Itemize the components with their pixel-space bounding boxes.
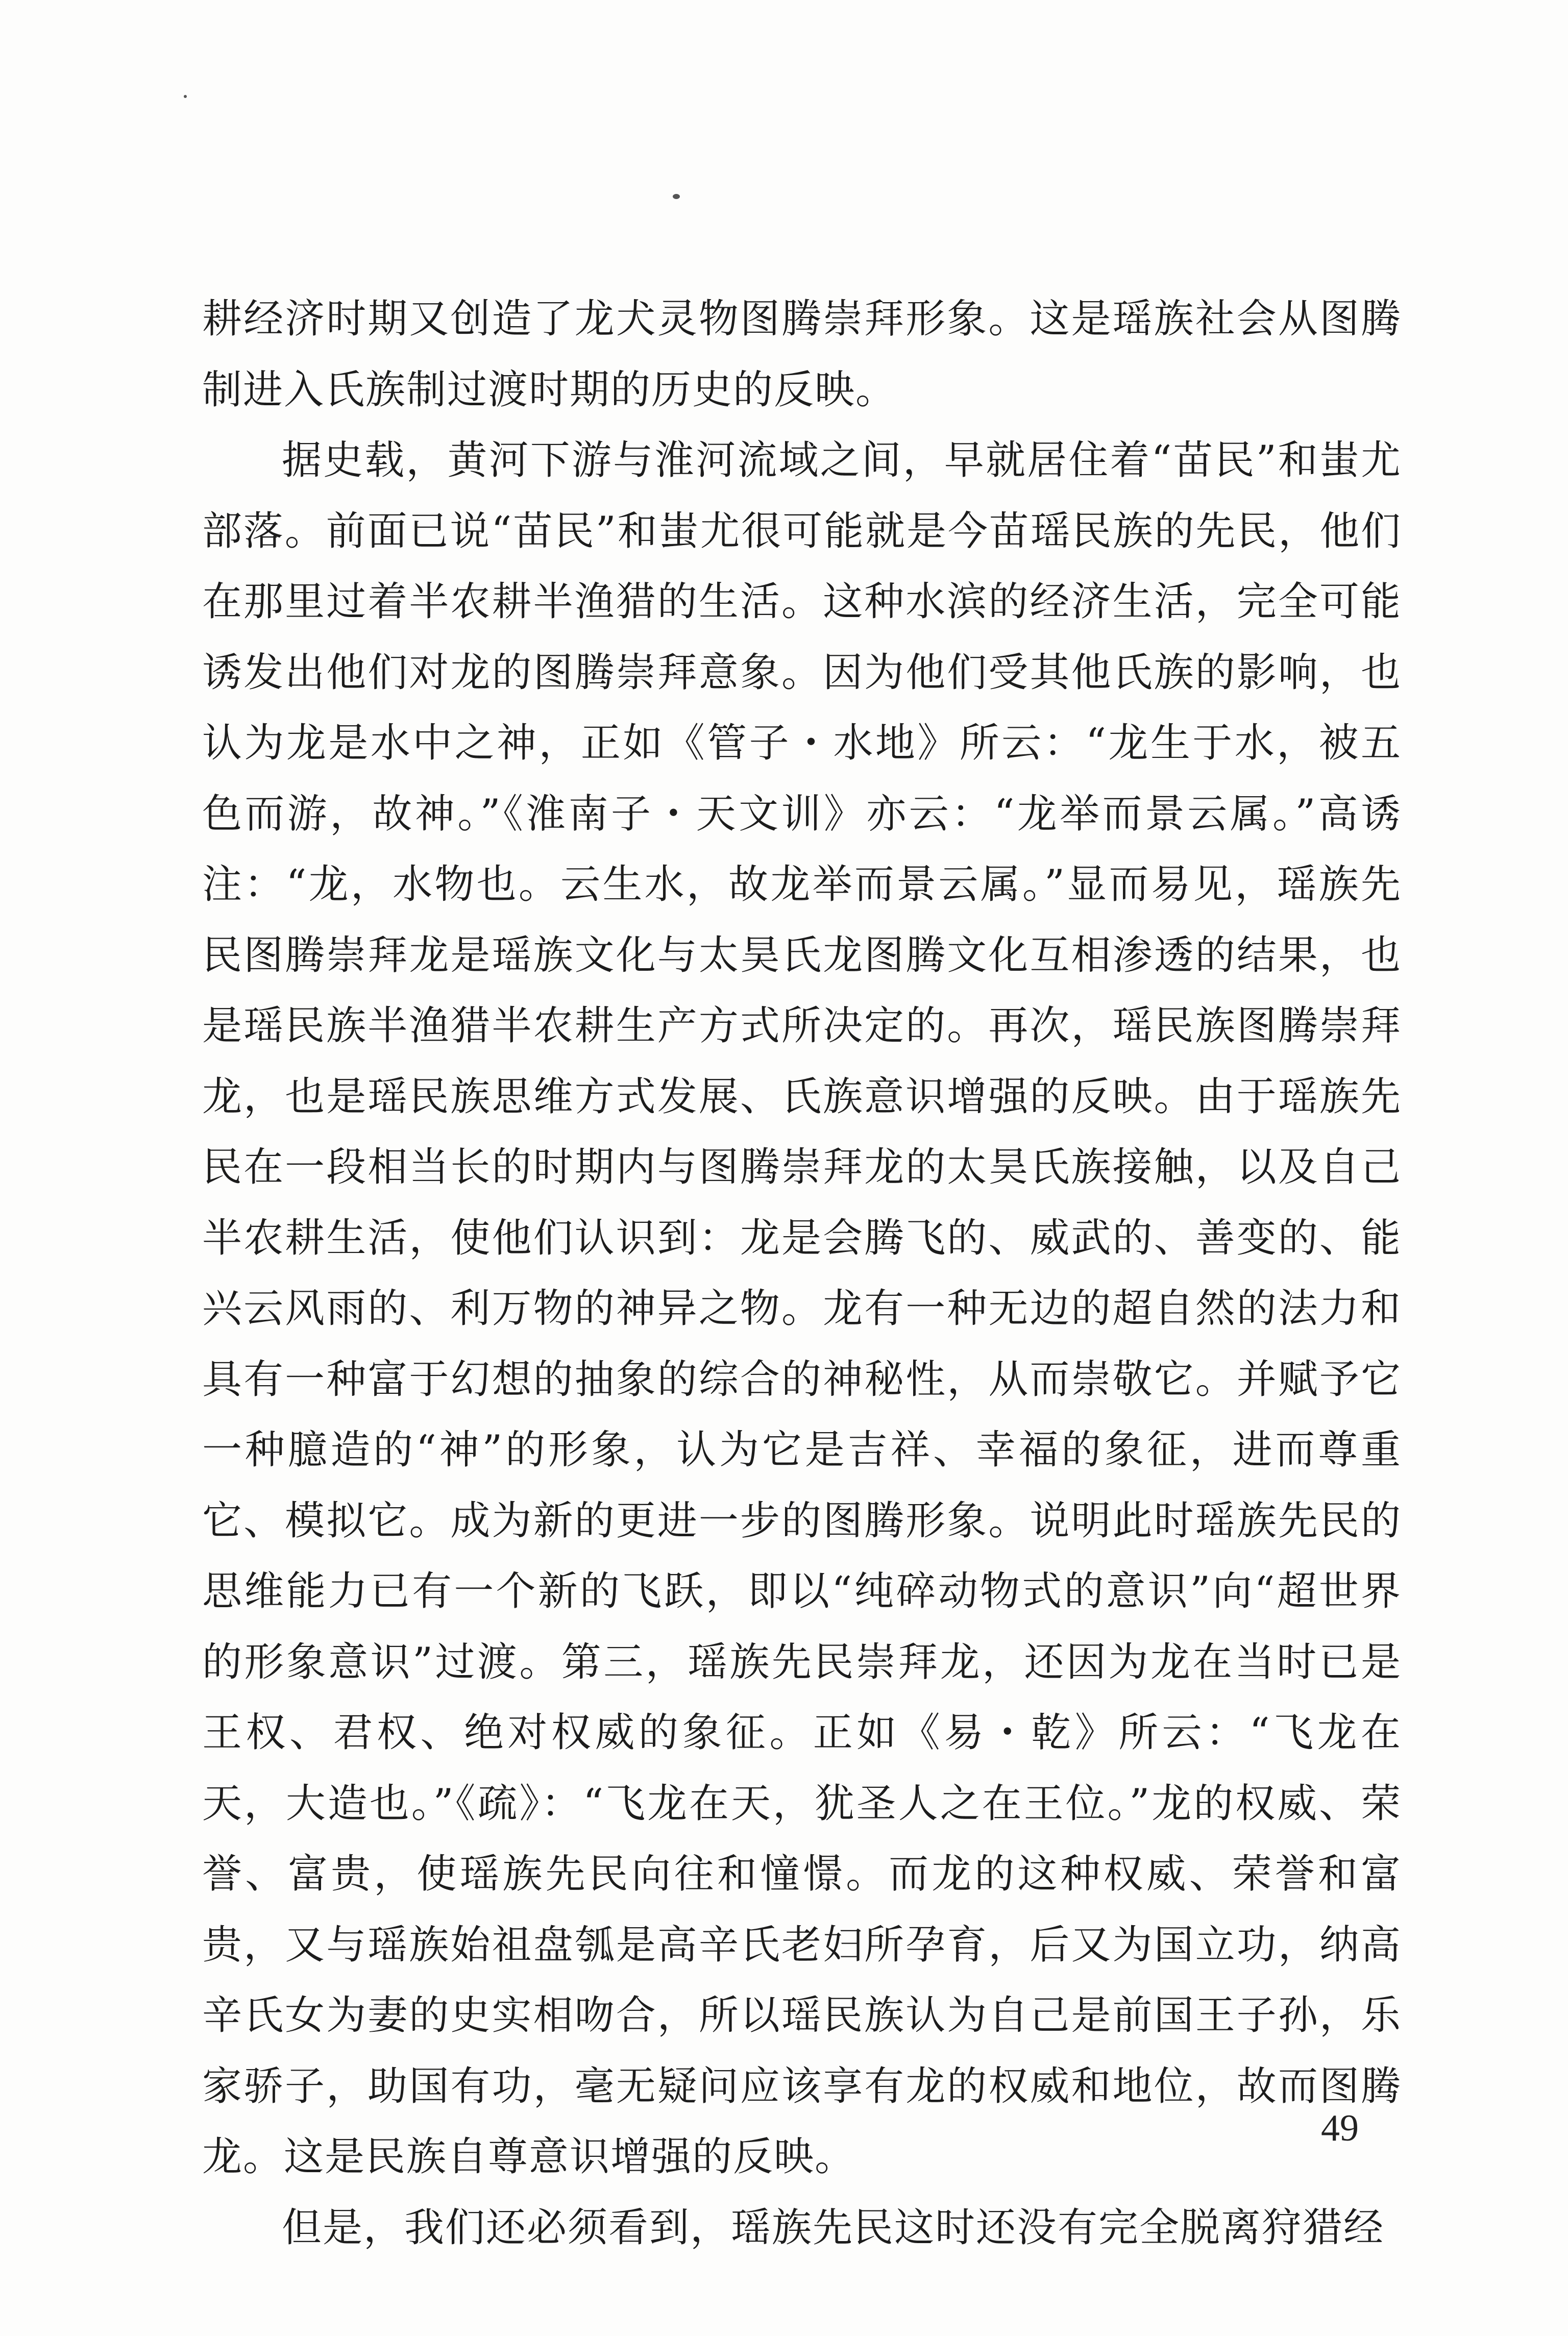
scan-speck — [673, 194, 680, 199]
page-number: 49 — [1321, 2107, 1359, 2149]
scan-speck — [184, 95, 187, 98]
paragraph: 耕经济时期又创造了龙犬灵物图腾崇拜形象。这是瑶族社会从图腾制进入氏族制过渡时期的历史的反映。 — [202, 296, 1402, 413]
paragraph: 据史载，黄河下游与淮河流域之间，早就居住着“苗民”和蚩尤部落。前面已说“苗民”和蚩尤很可能就是今苗瑶民族的先民，他们在那里过着半农耕半渔猎的生活。这种水滨的经济生活，完全可能诱发出他们对龙的图腾崇拜意象。因为他们受其他氏族的影响，也认为龙是水中之神，正如《管子・水地》所云：“龙生于水，被五色而游，故神。”《淮南子・天文训》亦云：“龙举而景云属。”高诱注：“龙，水物也。云生水，故龙举而景云属。”显而易见，瑶族先民图腾崇拜龙是瑶族文化与太昊氏龙图腾文化互相渗透的结果，也是瑶民族半渔猎半农耕生产方式所决定的。再次，瑶民族图腾崇拜龙，也是瑶民族思维方式发展、氏族意识增强的反映。由于瑶族先民在一段相当长的时期内与图腾崇拜龙的太昊氏族接触，以及自己半农耕生活，使他们认识到：龙是会腾飞的、威武的、善变的、能兴云风雨的、利万物的神异之物。龙有一种无边的超自然的法力和具有一种富于幻想的抽象的综合的神秘性，从而崇敬它。并赋予它一种臆造的“神”的形象，认为它是吉祥、幸福的象征，进而尊重它、模拟它。成为新的更进一步的图腾形象。说明此时瑶族先民的思维能力已有一个新的飞跃，即以“纯碎动物式的意识”向“超世界的形象意识”过渡。第三，瑶族先民崇拜龙，还因为龙在当时已是王权、君权、绝对权威的象征。正如《易・乾》所云：“飞龙在天，大造也。”《疏》：“飞龙在天，犹圣人之在王位。”龙的权威、荣誉、富贵，使瑶族先民向往和憧憬。而龙的这种权威、荣誉和富贵，又与瑶族始祖盘瓠是高辛氏老妇所孕育，后又为国立功，纳高辛氏女为妻的史实相吻合，所以瑶民族认为自己是前国王子孙，乐家骄子，助国有功，毫无疑问应该享有龙的权威和地位，故而图腾龙。这是民族自尊意识增强的反映。 — [202, 437, 1402, 2180]
body-text — [202, 284, 1402, 2263]
paragraph: 但是，我们还必须看到，瑶族先民这时还没有完全脱离狩猎经 — [282, 2204, 1385, 2251]
